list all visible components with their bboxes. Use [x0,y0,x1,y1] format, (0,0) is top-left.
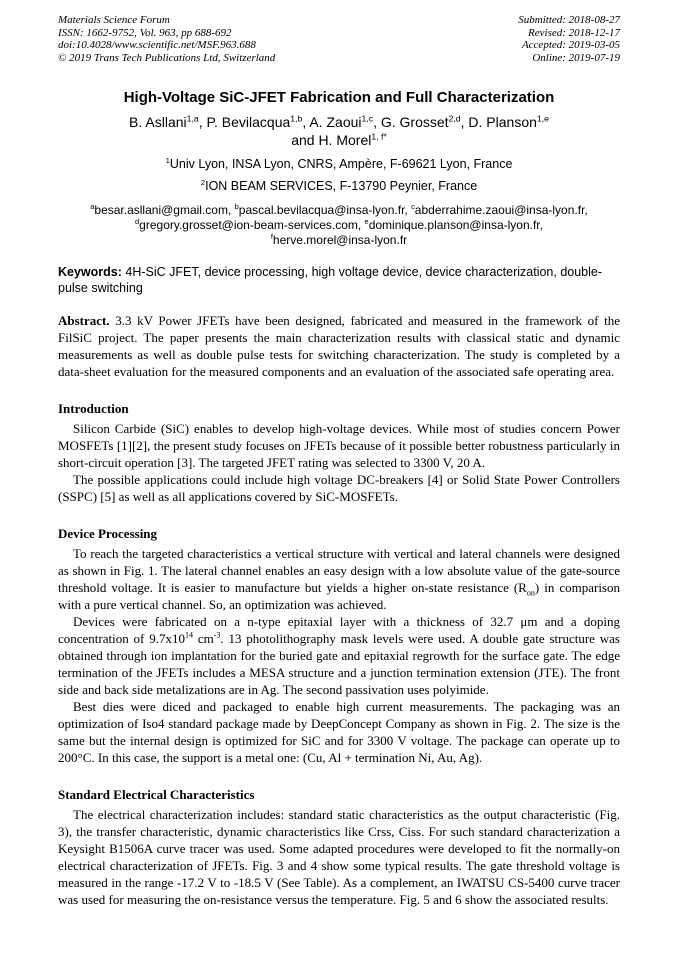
keywords: Keywords: 4H-SiC JFET, device processing, high voltage device, device characterization, double-pulse switching [58,265,603,295]
journal-name: Materials Science Forum [58,14,170,26]
affiliation-1: $^1$Univ Lyon, INSA Lyon, CNRS, Ampère, F-69621 Lyon, France [165,155,513,171]
email-line-3: $^f$herve.morel@insa-lyon.fr [270,232,408,247]
paragraph: The electrical characterization includes: standard static characteristics as the output characteristic (Fig. 3), the transfer characteristic, dynamic characteristics like Crss, Ciss. For such standard characterization a Keysight B1506A curve tracer was used. Some adapted procedures were developed to fit the normally-on electrical characterization of JFETs. Fig. 3 and 4 show some typical results. The gate threshold voltage is measured in the range -17.2 V to -18.5 V (See Table). As a complement, an IWATSU CS-5400 curve tracer was used for measuring the on-resistance versus the temperature. Fig. 5 and 6 show the associated results. [58,807,620,907]
section-device-processing [58,526,620,766]
email-line-1: $^a$besar.asllani@gmail.com, $^b$pascal.bevilacqua@insa-lyon.fr, $^c$abderrahime.zaoui@insa-lyon.fr, [90,202,588,217]
paragraph: To reach the targeted characteristics a vertical structure with vertical and lateral channels were designed as shown in Fig. 1. The lateral channel enables an easy design with a low absolute value of the gate-source threshold voltage. It is easier to manufacture but yields a higher on-state resistance $(R_{on})$ in comparison with a pure vertical channel. So, an optimization was achieved. [58,546,620,612]
email-block [58,203,620,248]
paragraph: The possible applications could include high voltage DC-breakers [4] or Solid State Power Controllers (SSPC) [5] as well as all applications covered by SiC-MOSFETs. [58,472,620,504]
affiliation-2: $^2$ION BEAM SERVICES, F-13790 Peynier, France [200,177,478,193]
section-introduction [58,401,620,505]
abstract: Abstract. 3.3 kV Power JFETs have been designed, fabricated and measured in the framework of the FilSiC project. The paper presents the main characterization results with classical static and dynamic measurements as well as double pulse tests for switching characterization. The study is completed by a data-sheet evaluation for the measured components and an evaluation of the associated safe operating area. [58,313,620,379]
copyright-line: © 2019 Trans Tech Publications Ltd, Switzerland [58,51,276,64]
submission-dates [518,14,620,64]
accepted-date: Accepted: 2019-03-05 [521,39,620,51]
paper-title: High-Voltage SiC-JFET Fabrication and Full Characterization [123,89,555,106]
section-standard-electrical-characteristics [58,787,620,908]
paragraph: Best dies were diced and packaged to enable high current measurements. The packaging was an optimization of Iso4 standard package made by DeepConcept Company as shown in Fig. 2. The size is the same but the internal design is optimized for SiC and for 3300 V voltage. The package can operate up to 200°C. In this case, the support is a metal one: (Cu, Al + termination Ni, Au, Ag). [58,699,620,765]
paragraph: Silicon Carbide (SiC) enables to develop high-voltage devices. While most of studies concern Power MOSFETs [1][2], the present study focuses on JFETs because of it possible better robustness particularly in short-circuit operation [3]. The targeted JFET rating was selected to 3300 V, 20 A. [58,421,620,470]
section-heading-device-processing: Device Processing [58,526,158,541]
author-line-1: B. Asllani$^{1,a}$, P. Bevilacqua$^{1,b}$, A. Zaoui$^{1,c}$, G. Grosset$^{2,d}$, D. Planson$^{1,e}$ [129,113,549,130]
author-block [58,113,620,149]
journal-header [58,14,620,64]
paragraph: Devices were fabricated on a n-type epitaxial layer with a thickness of 32.7 μm and a doping concentration of $9.7x10^{14}$ $cm^{-3}$. 13 photolithography mask levels were used. A double gate structure was obtained through ion implantation for the buried gate and epitaxial regrowth for the surface gate. The edge termination of the JFETs includes a MESA structure and a junction termination extension (JTE). The front side and back side metalizations are in Ag. The second passivation uses polyimide. [58,614,620,697]
online-date: Online: 2019-07-19 [532,51,620,64]
section-heading-introduction: Introduction [58,401,129,416]
submitted-date: Submitted: 2018-08-27 [518,14,620,26]
author-line-2: and H. Morel$^{1, f*}$ [291,131,387,148]
issn-line: ISSN: 1662-9752, Vol. 963, pp 688-692 [58,26,232,39]
revised-date: Revised: 2018-12-17 [528,26,620,39]
email-line-2: $^d$gregory.grosset@ion-beam-services.com, $^e$dominique.planson@insa-lyon.fr, [135,217,543,232]
doi-line: doi:10.4028/www.scientific.net/MSF.963.688 [58,39,256,51]
journal-info [58,14,275,64]
section-heading-standard-electrical-characteristics: Standard Electrical Characteristics [58,787,255,802]
